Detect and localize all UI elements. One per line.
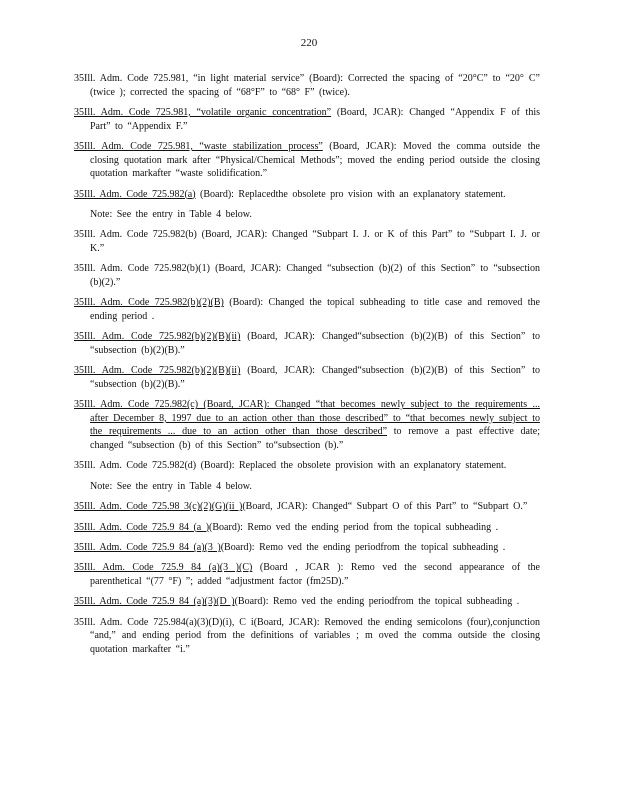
entry-text: 35Ill. Adm. Code 725.982(d) (Board): Replaced the obsolete provision with an explanatory statement. <box>74 460 507 472</box>
list-item <box>74 228 540 255</box>
entry-text: (Board): Replacedthe obsolete pro vision with an explanatory statement. <box>195 188 506 200</box>
note-text: Note: See the entry in Table 4 below. <box>90 208 252 220</box>
note-item <box>74 208 540 222</box>
list-item <box>74 398 540 452</box>
note-text: Note: See the entry in Table 4 below. <box>90 480 252 492</box>
list-item <box>74 500 540 514</box>
entry-text: (Board , JCAR ): Remo ved the second appearance of the parenthetical “(77 °F) ”; added “adjustment factor (fm25D).” <box>90 562 540 587</box>
entry-citation: 35Ill. Adm. Code 725.982(b)(2)(B)(ii) <box>74 331 241 343</box>
entry-text: (Board, JCAR): Changed “Appendix F of this Part” to “Appendix F.” <box>90 106 540 132</box>
entry-citation: 35Ill. Adm. Code 725.9 84 (a ) <box>74 521 210 533</box>
list-item <box>74 561 540 588</box>
entry-text: 35Ill. Adm. Code 725.984(a)(3)(D)(i), C i(Board, JCAR): Removed the ending semicolons (four),conjunction “and,” and ending period from the definitions of variables ; m oved the comma outside the closing quotation markafter “i.” <box>74 616 540 655</box>
entry-citation: 35Ill. Adm. Code 725.9 84 (a)(3)(D ) <box>74 596 235 608</box>
entry-text: 35Ill. Adm. Code 725.981, “in light material service” (Board): Corrected the spacing of “20°C” to “20° C” (twice ); corrected the spacing of “68°F” to “68° F” (twice). <box>74 73 540 98</box>
entry-citation: 35Ill. Adm. Code 725.982(b)(2)(B)(ii) <box>74 365 241 377</box>
entry-citation: 35Ill. Adm. Code 725.9 84 (a)(3 ) <box>74 541 221 553</box>
list-item <box>74 188 540 202</box>
page-number: 220 <box>300 37 318 49</box>
note-item <box>74 480 540 494</box>
entry-text: (Board): Changed the topical subheading to title case and removed the ending period . <box>90 297 541 322</box>
list-item <box>74 72 540 99</box>
list-item <box>74 541 540 555</box>
entry-text: 35Ill. Adm. Code 725.982(b) (Board, JCAR): Changed “Subpart I. J. or K of this Part” to “Subpart I. J. or K.” <box>74 229 540 254</box>
list-item <box>74 262 540 289</box>
entry-text: (Board, JCAR): Changed“subsection (b)(2)(B) of this Section” to “subsection (b)(2)(B).” <box>90 331 540 356</box>
entry-text: (Board, JCAR): Changed“ Subpart O of this Part” to “Subpart O.” <box>242 501 528 513</box>
entry-text: (Board): Remo ved the ending period from the topical subheading . <box>209 521 499 533</box>
entry-text: (Board): Remo ved the ending periodfrom the topical subheading . <box>220 541 506 553</box>
entry-citation: 35Ill. Adm. Code 725.981, “volatile organic concentration” <box>74 106 332 118</box>
entry-citation: 35Ill. Adm. Code 725.981, “waste stabilization process” <box>74 140 323 152</box>
entry-citation: 35Ill. Adm. Code 725.982(a) <box>74 188 196 200</box>
list-item <box>74 140 540 181</box>
entry-citation: 35Ill. Adm. Code 725.982(c) (Board, JCAR): Changed “that becomes newly subject to the requirements ... after December 8, 1997 due to an action other than those described” to “that becomes newly subject to the requirements ... due to an action other than those described” <box>74 399 540 438</box>
entry-list <box>74 72 540 663</box>
list-item <box>74 459 540 473</box>
list-item <box>74 521 540 535</box>
list-item <box>74 330 540 357</box>
entry-citation: 35Ill. Adm. Code 725.982(b)(2)(B) <box>74 297 224 309</box>
entry-text: 35Ill. Adm. Code 725.982(b)(1) (Board, JCAR): Changed “subsection (b)(2) of this Section” to “subsection (b)(2).” <box>74 263 540 288</box>
entry-text: to remove a past effective date; changed “subsection (b) of this Section” to“subsection (b).” <box>90 426 540 452</box>
list-item <box>74 595 540 609</box>
list-item <box>74 106 540 133</box>
list-item <box>74 616 540 657</box>
entry-text: (Board, JCAR): Changed“subsection (b)(2)(B) of this Section” to “subsection (b)(2)(B).” <box>90 365 540 390</box>
list-item <box>74 364 540 391</box>
entry-citation: 35Ill. Adm. Code 725.9 84 (a)(3 )(C) <box>74 562 253 574</box>
entry-text: (Board, JCAR): Moved the comma outside the closing quotation mark after “Physical/Chemical Methods”; moved the ending period outside the closing quotation markafter “waste solidification.” <box>90 140 540 180</box>
entry-text: (Board): Remo ved the ending periodfrom the topical subheading . <box>234 596 520 608</box>
list-item <box>74 296 540 323</box>
entry-citation: 35Ill. Adm. Code 725.98 3(c)(2)(G)(ii ) <box>74 501 243 513</box>
